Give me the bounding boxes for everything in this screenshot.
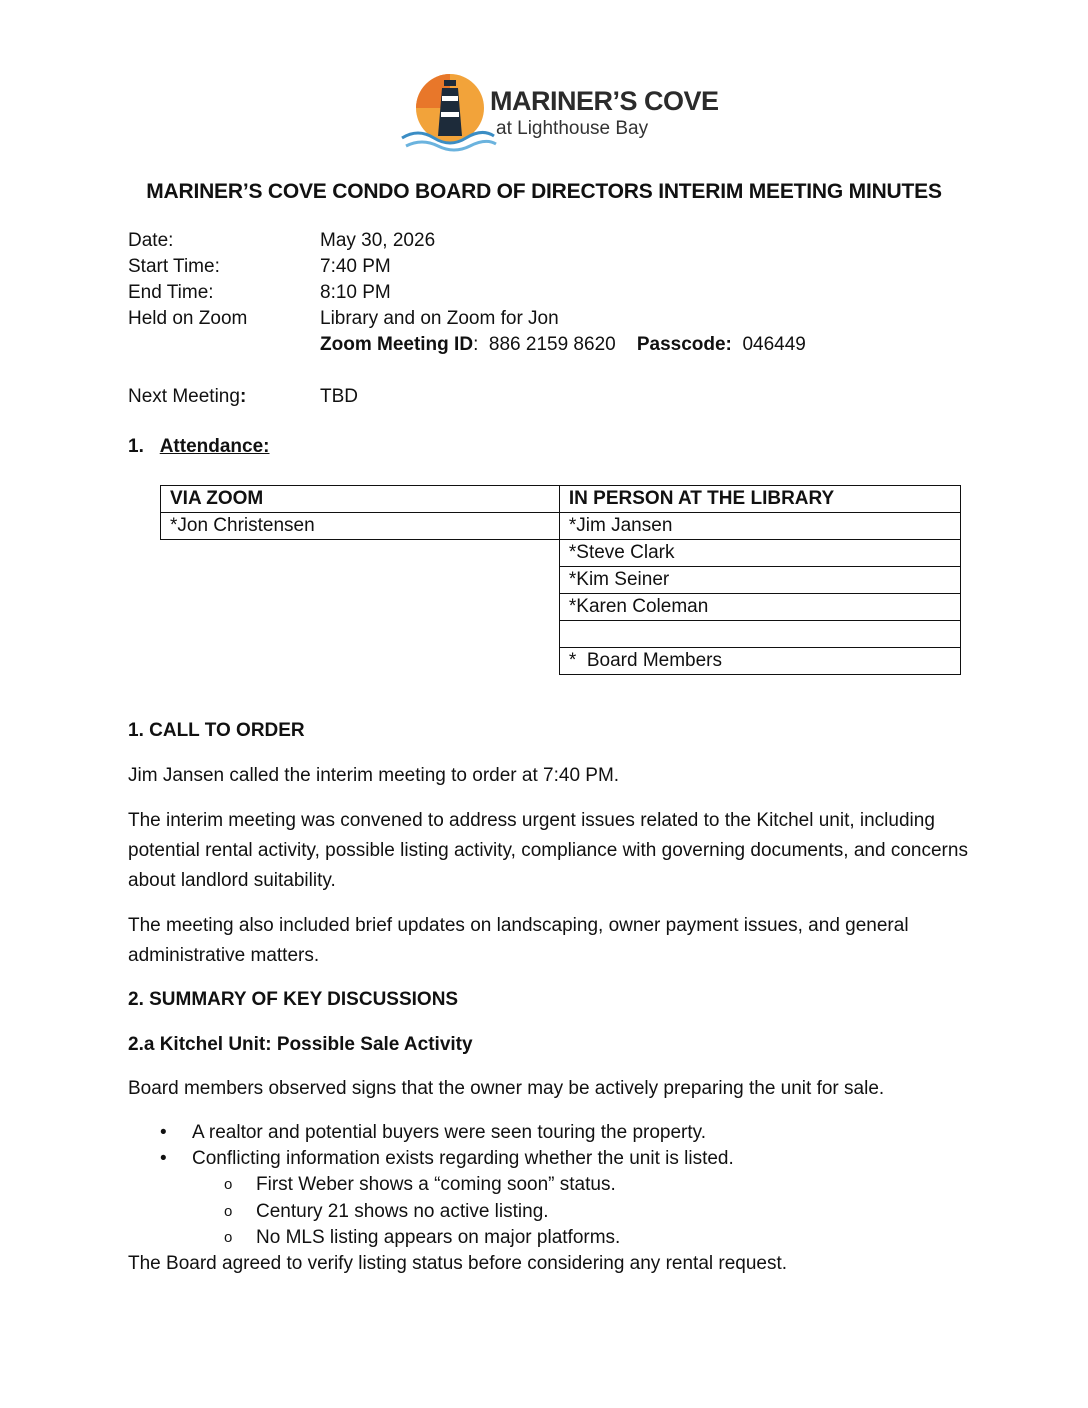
column-header-in-person: IN PERSON AT THE LIBRARY [559, 486, 960, 513]
next-meeting-value: TBD [320, 386, 358, 407]
attendance-heading [128, 436, 270, 458]
in-person-attendee: *Kim Seiner [559, 567, 960, 594]
passcode-value: 046449 [742, 334, 806, 355]
table-row [161, 567, 961, 594]
logo-tagline: at Lighthouse Bay [496, 118, 649, 139]
start-time-value: 7:40 PM [320, 256, 391, 277]
circle-bullet-icon: o [224, 1176, 233, 1193]
updates-paragraph: The meeting also included brief updates on landscaping, owner payment issues, and general administrative matters. [128, 915, 909, 966]
location-value: Library and on Zoom for Jon [320, 308, 559, 329]
start-time-label: Start Time: [128, 256, 220, 277]
table-row [161, 540, 961, 567]
summary-heading: 2. SUMMARY OF KEY DISCUSSIONS [128, 989, 459, 1010]
in-person-attendee: *Steve Clark [559, 540, 960, 567]
table-row [161, 648, 961, 675]
sale-intro-paragraph: Board members observed signs that the owner may be actively preparing the unit for sale. [128, 1078, 885, 1099]
end-time-label: End Time: [128, 282, 214, 303]
date-label: Date: [128, 230, 174, 251]
date-value: May 30, 2026 [320, 230, 436, 251]
column-header-zoom: VIA ZOOM [161, 486, 560, 513]
in-person-attendee: *Jim Jansen [559, 513, 960, 540]
circle-bullet-icon: o [224, 1203, 233, 1220]
attendance-number: 1. [128, 436, 144, 457]
call-to-order-heading: 1. CALL TO ORDER [128, 720, 305, 741]
location-label: Held on Zoom [128, 308, 248, 329]
attendance-title: Attendance: [159, 436, 270, 457]
bullet-icon: • [160, 1122, 167, 1143]
logo [398, 66, 719, 156]
lighthouse-logo-icon [398, 66, 498, 156]
passcode-label: Passcode: [636, 334, 732, 355]
table-row [161, 594, 961, 621]
circle-bullet-icon: o [224, 1229, 233, 1246]
document-page: MARINER’S COVE at Lighthouse Bay MARINER’S COVE CONDO BOARD OF DIRECTORS INTERIM MEETING MINUTES Date: May 30, 2026 Start Time: 7:40 PM End Time: 8:10 PM Held on Zoom Library and on Zoom for Jon Zoom Meeting ID: 886 2159 8620 Passcode: 046449 Next Meeting: TBD 1. Attendance: VIA ZOOM IN PERSON AT THE LIBRARY *Jon Christensen *Jim Jansen *Steve Clark *Kim Seiner *Karen Coleman * Board Members 1. CALL TO ORDER Jim Jansen called the interim meeting to order at 7:40 PM. The interim meeting was convened to address urgent issues related to the Kitchel unit, including potential rental activity, possible listing activity, compliance with governing documents, and concerns about landlord suitability. The meeting also included brief updates on landscaping, owner payment issues, and general administrative matters. 2. SUMMARY OF KEY DISCUSSIONS 2.a Kitchel Unit: Possible Sale Activity Board members observed signs that the owner may be actively preparing the unit for sale. • A realtor and potential buyers were seen touring the property. • Conflicting information exists regarding whether the unit is listed. o First Weber shows a “coming soon” status. o Century 21 shows no active listing. o No MLS listing appears on major platforms. The Board agreed to verify listing status before considering any rental request. [0, 0, 1088, 1408]
next-meeting-label: Next Meeting: [128, 386, 247, 407]
closing-paragraph: The Board agreed to verify listing status before considering any rental request. [128, 1253, 788, 1274]
document-title: MARINER’S COVE CONDO BOARD OF DIRECTORS INTERIM MEETING MINUTES [146, 180, 942, 203]
zoom-attendee: *Jon Christensen [161, 513, 560, 540]
purpose-paragraph: The interim meeting was convened to address urgent issues related to the Kitchel unit, including potential rental activity, possible listing activity, compliance with governing documents, and concerns about landlord suitability. [128, 810, 968, 891]
subsection-heading: 2.a Kitchel Unit: Possible Sale Activity [128, 1034, 473, 1055]
logo-name: MARINER’S COVE [490, 86, 719, 116]
in-person-attendee: *Karen Coleman [559, 594, 960, 621]
bullet-icon: • [160, 1148, 167, 1169]
empty-cell [559, 621, 960, 648]
attendance-table [160, 485, 961, 675]
zoom-id-value: 886 2159 8620 [488, 334, 616, 355]
board-members-legend: * Board Members [559, 648, 960, 675]
call-to-order-paragraph: Jim Jansen called the interim meeting to order at 7:40 PM. [128, 765, 620, 786]
table-row [161, 621, 961, 648]
zoom-details: Zoom Meeting ID: 886 2159 8620 Passcode: 046449 [320, 334, 806, 355]
table-header-row [161, 486, 961, 513]
table-row [161, 513, 961, 540]
zoom-id-label: Zoom Meeting ID [320, 334, 474, 355]
end-time-value: 8:10 PM [320, 282, 391, 303]
